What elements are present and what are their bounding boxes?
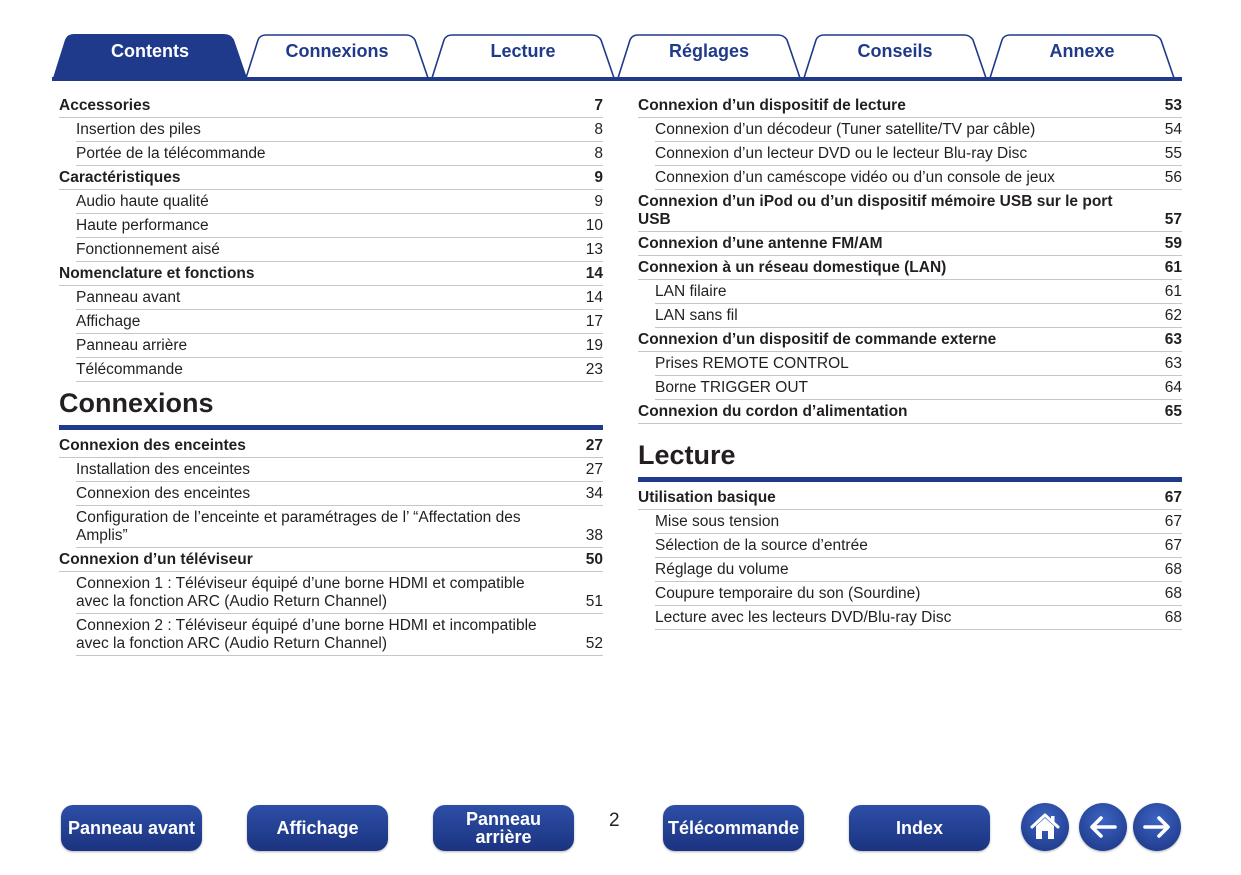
toc-entry-title: Lecture avec les lecteurs DVD/Blu-ray Disc — [655, 609, 952, 626]
toc-entry-page: 52 — [585, 635, 603, 652]
toc-entry-main[interactable] — [59, 94, 603, 118]
toc-entry-main[interactable] — [59, 548, 603, 572]
toc-entry-title: Réglage du volume — [655, 561, 789, 578]
toc-entry-title: Sélection de la source d’entrée — [655, 537, 868, 554]
toc-entry-page: 67 — [1164, 513, 1182, 530]
toc-entry-page: 61 — [1164, 283, 1182, 300]
tab-lecture[interactable] — [430, 34, 616, 78]
toc-entry-sub[interactable] — [76, 214, 603, 238]
toc-entry-sub[interactable] — [655, 280, 1182, 304]
toc-entry-title: Connexion d’un dispositif de commande externe — [638, 331, 997, 348]
button-label: Télécommande — [667, 818, 800, 838]
toc-entry-page: 14 — [585, 265, 603, 282]
tab-label: Lecture — [490, 40, 556, 61]
toc-entry-title: Panneau arrière — [76, 337, 188, 354]
toc-entry-title: Connexion d’un téléviseur — [59, 551, 253, 568]
toc-entry-main[interactable] — [638, 328, 1182, 352]
toc-entry-page: 61 — [1164, 259, 1182, 276]
toc-entry-page: 51 — [585, 593, 603, 610]
toc-right-column — [638, 94, 1182, 630]
tab-bar — [52, 34, 1182, 80]
button-label-line2: arrière — [475, 827, 532, 847]
toc-entry-sub[interactable] — [655, 304, 1182, 328]
toc-entry-title: Utilisation basique — [638, 489, 776, 506]
section-heading-lecture: Lecture — [638, 434, 1182, 482]
home-icon — [1028, 810, 1062, 844]
toc-entry-sub[interactable] — [655, 118, 1182, 142]
toc-entry-title: Accessories — [59, 97, 151, 114]
toc-entry-page: 56 — [1164, 169, 1182, 186]
back-button[interactable] — [1079, 803, 1127, 851]
toc-entry-title: Installation des enceintes — [76, 461, 251, 478]
toc-entry-sub[interactable] — [76, 310, 603, 334]
toc-entry-title: Connexion 1 : Téléviseur équipé d’une borne HDMI et compatible avec la fonction ARC (Audio Return Channel) — [76, 575, 525, 610]
toc-entry-sub[interactable] — [655, 352, 1182, 376]
home-button[interactable] — [1021, 803, 1069, 851]
tab-underline — [52, 77, 1182, 81]
toc-entry-sub[interactable] — [655, 376, 1182, 400]
toc-entry-title: Audio haute qualité — [76, 193, 209, 210]
toc-entry-sub[interactable] — [76, 482, 603, 506]
toc-entry-title: Connexion d’une antenne FM/AM — [638, 235, 883, 252]
toc-entry-title: Fonctionnement aisé — [76, 241, 220, 258]
toc-entry-title: LAN sans fil — [655, 307, 738, 324]
toc-entry-title: Nomenclature et fonctions — [59, 265, 255, 282]
tab-label: Conseils — [857, 40, 933, 61]
toc-entry-sub[interactable] — [655, 142, 1182, 166]
toc-entry-title: Connexion d’un caméscope vidéo ou d’un console de jeux — [655, 169, 1055, 186]
toc-entry-page: 8 — [594, 121, 603, 138]
toc-entry-page: 63 — [1164, 355, 1182, 372]
nav-panneau-arriere-button[interactable] — [433, 805, 574, 851]
button-label: Affichage — [276, 818, 359, 838]
toc-entry-sub[interactable] — [76, 142, 603, 166]
toc-entry-title: Insertion des piles — [76, 121, 201, 138]
tab-label: Annexe — [1049, 40, 1115, 61]
toc-entry-sub[interactable] — [76, 238, 603, 262]
toc-entry-title: Panneau avant — [76, 289, 181, 306]
toc-entry-title: Connexion du cordon d’alimentation — [638, 403, 908, 420]
toc-entry-title: Connexion 2 : Téléviseur équipé d’une borne HDMI et incompatible avec la fonction ARC (Audio Return Channel) — [76, 617, 537, 652]
toc-entry-title: Connexion des enceintes — [59, 437, 246, 454]
page-number: 2 — [609, 810, 620, 831]
toc-entry-main[interactable] — [638, 190, 1182, 232]
nav-panneau-avant-button[interactable] — [61, 805, 202, 851]
toc-entry-page: 55 — [1164, 145, 1182, 162]
toc-list — [59, 434, 603, 656]
toc-entry-sub[interactable] — [76, 334, 603, 358]
toc-entry-page: 34 — [585, 485, 603, 502]
toc-entry-page: 13 — [585, 241, 603, 258]
toc-left-column — [59, 94, 603, 656]
toc-entry-page: 7 — [594, 97, 603, 114]
toc-entry-title: Prises REMOTE CONTROL — [655, 355, 849, 372]
toc-entry-title: Configuration de l’enceinte et paramétrages de l’ “Affectation des Amplis” — [76, 509, 521, 544]
toc-entry-page: 62 — [1164, 307, 1182, 324]
nav-index-button[interactable] — [849, 805, 990, 851]
toc-entry-page: 19 — [585, 337, 603, 354]
toc-entry-main[interactable] — [638, 486, 1182, 510]
toc-entry-sub[interactable] — [655, 534, 1182, 558]
button-label: Panneau avant — [67, 818, 196, 838]
tab-reglages[interactable] — [616, 34, 802, 78]
arrow-right-icon — [1140, 810, 1174, 844]
toc-entry-page: 8 — [594, 145, 603, 162]
toc-entry-page: 68 — [1164, 585, 1182, 602]
toc-entry-sub[interactable] — [655, 582, 1182, 606]
toc-entry-page: 54 — [1164, 121, 1182, 138]
toc-entry-title: Affichage — [76, 313, 141, 330]
forward-button[interactable] — [1133, 803, 1181, 851]
button-label: Index — [895, 818, 943, 838]
toc-entry-page: 63 — [1164, 331, 1182, 348]
toc-entry-title: Mise sous tension — [655, 513, 780, 530]
toc-entry-page: 68 — [1164, 561, 1182, 578]
tab-contents[interactable] — [52, 34, 248, 78]
toc-entry-title: LAN filaire — [655, 283, 727, 300]
toc-entry-sub[interactable] — [76, 458, 603, 482]
toc-entry-main[interactable] — [59, 262, 603, 286]
toc-entry-page: 57 — [1164, 211, 1182, 228]
toc-entry-page: 64 — [1164, 379, 1182, 396]
toc-entry-title: Connexion à un réseau domestique (LAN) — [638, 259, 947, 276]
toc-entry-title: Portée de la télécommande — [76, 145, 266, 162]
toc-entry-main[interactable] — [638, 256, 1182, 280]
toc-entry-page: 67 — [1164, 489, 1182, 506]
toc-entry-page: 67 — [1164, 537, 1182, 554]
toc-entry-page: 53 — [1164, 97, 1182, 114]
toc-entry-sub[interactable] — [655, 166, 1182, 190]
toc-entry-page: 27 — [585, 437, 603, 454]
button-label-line1: Panneau — [465, 809, 542, 829]
toc-entry-main[interactable] — [59, 166, 603, 190]
toc-entry-title: Borne TRIGGER OUT — [655, 379, 809, 396]
toc-entry-title: Télécommande — [76, 361, 183, 378]
toc-entry-page: 9 — [594, 193, 603, 210]
toc-entry-sub[interactable] — [76, 572, 603, 614]
arrow-left-icon — [1086, 810, 1120, 844]
toc-entry-page: 50 — [585, 551, 603, 568]
toc-list — [638, 486, 1182, 630]
toc-entry-sub[interactable] — [76, 614, 603, 656]
toc-entry-page: 17 — [585, 313, 603, 330]
toc-entry-sub[interactable] — [76, 118, 603, 142]
toc-entry-title: Connexion d’un lecteur DVD ou le lecteur Blu-ray Disc — [655, 145, 1028, 162]
nav-affichage-button[interactable] — [247, 805, 388, 851]
toc-entry-title: Connexion d’un dispositif de lecture — [638, 97, 906, 114]
toc-entry-page: 59 — [1164, 235, 1182, 252]
section-heading-connexions: Connexions — [59, 382, 603, 430]
nav-telecommande-button[interactable] — [663, 805, 804, 851]
toc-entry-title: Connexion d’un décodeur (Tuner satellite/TV par câble) — [655, 121, 1036, 138]
toc-entry-page: 23 — [585, 361, 603, 378]
toc-entry-main[interactable] — [638, 232, 1182, 256]
toc-entry-sub[interactable] — [655, 510, 1182, 534]
toc-entry-main[interactable] — [59, 434, 603, 458]
toc-entry-title: Connexion d’un iPod ou d’un dispositif mémoire USB sur le port USB — [638, 193, 1113, 228]
toc-entry-title: Connexion des enceintes — [76, 485, 251, 502]
toc-entry-sub[interactable] — [655, 606, 1182, 630]
tab-connexions[interactable] — [244, 34, 430, 78]
toc-entry-page: 38 — [585, 527, 603, 544]
toc-entry-page: 27 — [585, 461, 603, 478]
toc-entry-main[interactable] — [638, 400, 1182, 424]
toc-entry-sub[interactable] — [76, 190, 603, 214]
tab-label: Connexions — [285, 40, 389, 61]
toc-entry-main[interactable] — [638, 94, 1182, 118]
toc-list — [638, 94, 1182, 424]
spacer — [638, 424, 1182, 434]
tab-conseils[interactable] — [802, 34, 988, 78]
toc-entry-page: 10 — [585, 217, 603, 234]
toc-entry-sub[interactable] — [76, 358, 603, 382]
tab-label: Contents — [111, 40, 189, 61]
toc-entry-title: Caractéristiques — [59, 169, 181, 186]
toc-entry-title: Coupure temporaire du son (Sourdine) — [655, 585, 921, 602]
toc-entry-title: Haute performance — [76, 217, 209, 234]
toc-entry-sub[interactable] — [655, 558, 1182, 582]
tab-annexe[interactable] — [988, 34, 1176, 78]
tab-label: Réglages — [668, 40, 750, 61]
toc-entry-page: 68 — [1164, 609, 1182, 626]
toc-entry-page: 65 — [1164, 403, 1182, 420]
toc-entry-page: 14 — [585, 289, 603, 306]
toc-list — [59, 94, 603, 382]
toc-entry-page: 9 — [594, 169, 603, 186]
toc-entry-sub[interactable] — [76, 506, 603, 548]
toc-entry-sub[interactable] — [76, 286, 603, 310]
